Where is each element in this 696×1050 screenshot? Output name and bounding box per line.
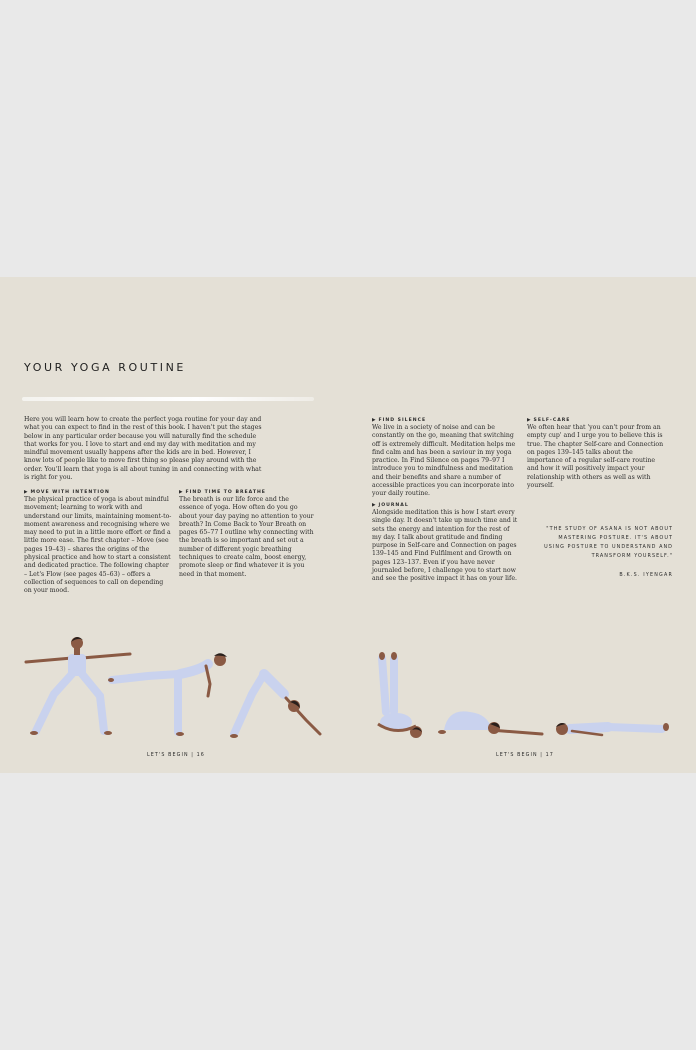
triangle-bullet-icon: ▶: [527, 418, 532, 423]
triangle-bullet-icon: ▶: [24, 490, 29, 495]
section-body-silence: We live in a society of noise and can be constantly on the go, meaning that switching off is extremely difficult. Meditation helps me find calm and has been a saviour in my yoga practice. In Find Silence on pages 79–97 I introduce you to mindfulness and meditation and their benefits and share a number of accessible practices you can incorporate into your daily routine.: [372, 424, 516, 498]
section-heading-silence: ▶ FIND SILENCE: [372, 418, 427, 423]
triangle-bullet-icon: ▶: [372, 503, 377, 508]
page-footer-right: LET'S BEGIN | 17: [496, 753, 554, 758]
triangle-bullet-icon: ▶: [179, 490, 184, 495]
corpse-pose-illustration: [552, 711, 674, 741]
legs-up-pose-illustration: [370, 652, 430, 740]
section-heading-move: ▶ MOVE WITH INTENTION: [24, 490, 110, 495]
brush-stroke-divider: [22, 397, 314, 401]
page-footer-left: LET'S BEGIN | 16: [147, 753, 205, 758]
child-pose-illustration: [434, 700, 546, 740]
section-body-move: The physical practice of yoga is about mindful movement; learning to work with and understand our limits, maintaining moment-to-moment awareness and recognising where we may need to put in a little more effort or find a little more ease. The first chapter – Move (see pages 19–43) – shares the origins of the physical practice and how to start a consistent and dedicated practice. The following chapter – Let's Flow (see pages 45–63) – offers a collection of sequences to call on depending on your mood.: [24, 496, 172, 595]
downward-dog-pose-illustration: [224, 664, 326, 740]
section-heading-journal: ▶ JOURNAL: [372, 503, 409, 508]
intro-paragraph: Here you will learn how to create the perfect yoga routine for your day and what you can expect to find in the rest of this book. I haven't put the stages below in any particular order because you will naturally find the schedule that works for you. I love to start and end my day with meditation and my mindful movement usually happens after the kids are in bed. However, I know lots of people like to move first thing so please play around with the order. You'll learn that yoga is all about tuning in and connecting with what is right for you.: [24, 416, 262, 482]
section-heading-selfcare: ▶ SELF-CARE: [527, 418, 571, 423]
section-body-journal: Alongside meditation this is how I start every single day. It doesn't take up much time and it sets the energy and intention for the rest of my day. I talk about gratitude and finding purpose in Self-care and Connection on pages 139–145 and Find Fulfilment and Growth on pages 123–137. Even if you have never journaled before, I challenge you to start now and see the positive impact it has on your life.: [372, 509, 518, 583]
quote-text: "THE STUDY OF ASANA IS NOT ABOUT MASTERING POSTURE. IT'S ABOUT USING POSTURE TO UNDERSTAND AND TRANSFORM YOURSELF.": [544, 526, 673, 559]
half-moon-pose-illustration: [108, 652, 233, 738]
section-body-selfcare: We often hear that 'you can't pour from an empty cup' and I urge you to believe this is true. The chapter Self-care and Connection on pages 139–145 talks about the importance of a regular self-care routine and how it will positively impact your relationship with others as well as with yourself.: [527, 424, 664, 490]
section-body-breathe: The breath is our life force and the essence of yoga. How often do you go about your day paying no attention to your breath? In Come Back to Your Breath on pages 65–77 I outline why connecting with the breath is so important and set out a number of different yogic breathing techniques to create calm, boost energy, promote sleep or find whatever it is you need in that moment.: [179, 496, 314, 578]
section-heading-breathe: ▶ FIND TIME TO BREATHE: [179, 490, 266, 495]
page-title: YOUR YOGA ROUTINE: [24, 361, 186, 374]
quote-author: B.K.S. IYENGAR: [619, 573, 673, 578]
book-spread: [0, 277, 696, 773]
triangle-bullet-icon: ▶: [372, 418, 377, 423]
